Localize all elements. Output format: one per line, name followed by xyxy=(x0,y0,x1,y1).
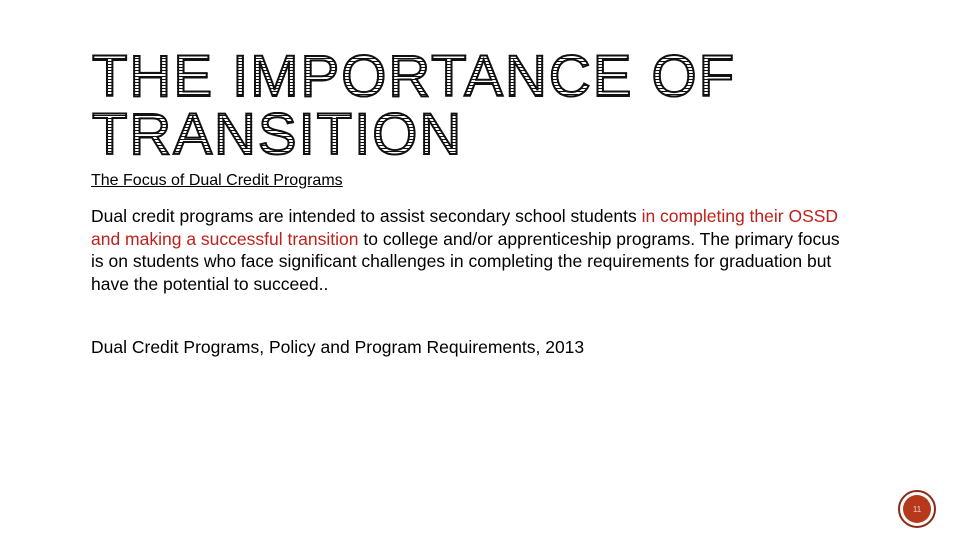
paragraph-text-part-2: to college and/or apprenticeship programs. The primary focus is on students who face significant challenges in completing the requirements for graduation but have the potential to succeed.. xyxy=(91,228,840,294)
citation: Dual Credit Programs, Policy and Program Requirements, 2013 xyxy=(91,337,585,357)
slide-subtitle: The Focus of Dual Credit Programs xyxy=(91,172,343,189)
paragraph-text-part-1: Dual credit programs are intended to assist secondary school students xyxy=(91,206,642,226)
paragraph-highlight: in completing their OSSD and making a successful transition xyxy=(91,206,839,249)
title-line-1: THE IMPORTANCE OF xyxy=(92,44,737,109)
slide-number-badge xyxy=(898,490,936,528)
body-paragraph xyxy=(91,205,851,295)
title-line-2: TRANSITION xyxy=(92,102,464,167)
slide-number: 11 xyxy=(903,495,931,523)
slide-title xyxy=(92,44,737,167)
